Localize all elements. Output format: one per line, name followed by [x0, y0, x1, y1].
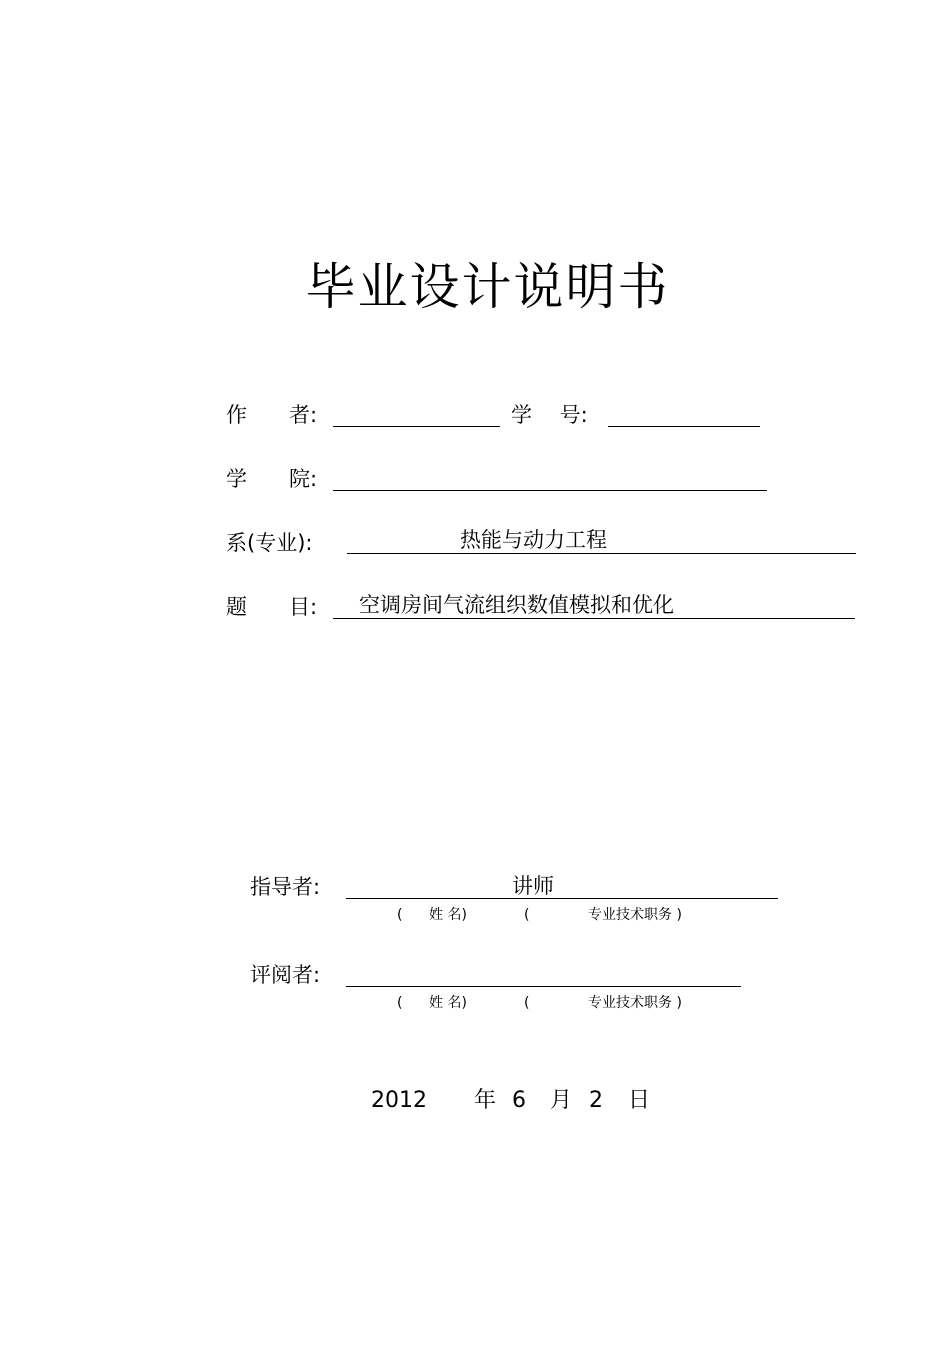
department-label: 系(专业):: [226, 531, 313, 555]
supervisor-name-hint-open: (: [397, 907, 403, 923]
college-field[interactable]: [333, 490, 767, 491]
department-value: 热能与动力工程: [460, 528, 607, 552]
date-day: 2: [589, 1088, 603, 1113]
college-label: 学 院:: [226, 467, 318, 491]
reviewer-name-hint: 姓 名): [429, 995, 467, 1011]
reviewer-label: 评阅者:: [250, 963, 321, 987]
date-year-unit: 年: [474, 1088, 497, 1113]
reviewer-field[interactable]: [346, 986, 741, 987]
reviewer-name-hint-open: (: [397, 995, 403, 1011]
reviewer-title-hint-open: (: [524, 995, 530, 1011]
author-label: 作 者:: [226, 403, 318, 427]
date-month-unit: 月: [550, 1088, 573, 1113]
date-year: 2012: [371, 1088, 427, 1113]
supervisor-title-value: 讲师: [512, 874, 554, 898]
author-field[interactable]: [333, 426, 500, 427]
department-field[interactable]: [347, 553, 856, 554]
document-title: 毕业设计说明书: [305, 258, 670, 316]
supervisor-name-hint: 姓 名): [429, 907, 467, 923]
supervisor-field[interactable]: [346, 898, 778, 899]
topic-value: 空调房间气流组织数值模拟和优化: [359, 593, 674, 617]
reviewer-title-hint: 专业技术职务 ): [588, 995, 682, 1011]
date-day-unit: 日: [628, 1088, 651, 1113]
date-month: 6: [512, 1088, 526, 1113]
supervisor-title-hint: 专业技术职务 ): [588, 907, 682, 923]
student-id-field[interactable]: [608, 426, 760, 427]
supervisor-label: 指导者:: [250, 875, 321, 899]
student-id-label: 学 号:: [511, 403, 588, 427]
supervisor-title-hint-open: (: [524, 907, 530, 923]
topic-label: 题 目:: [226, 595, 318, 619]
topic-field[interactable]: [333, 618, 855, 619]
